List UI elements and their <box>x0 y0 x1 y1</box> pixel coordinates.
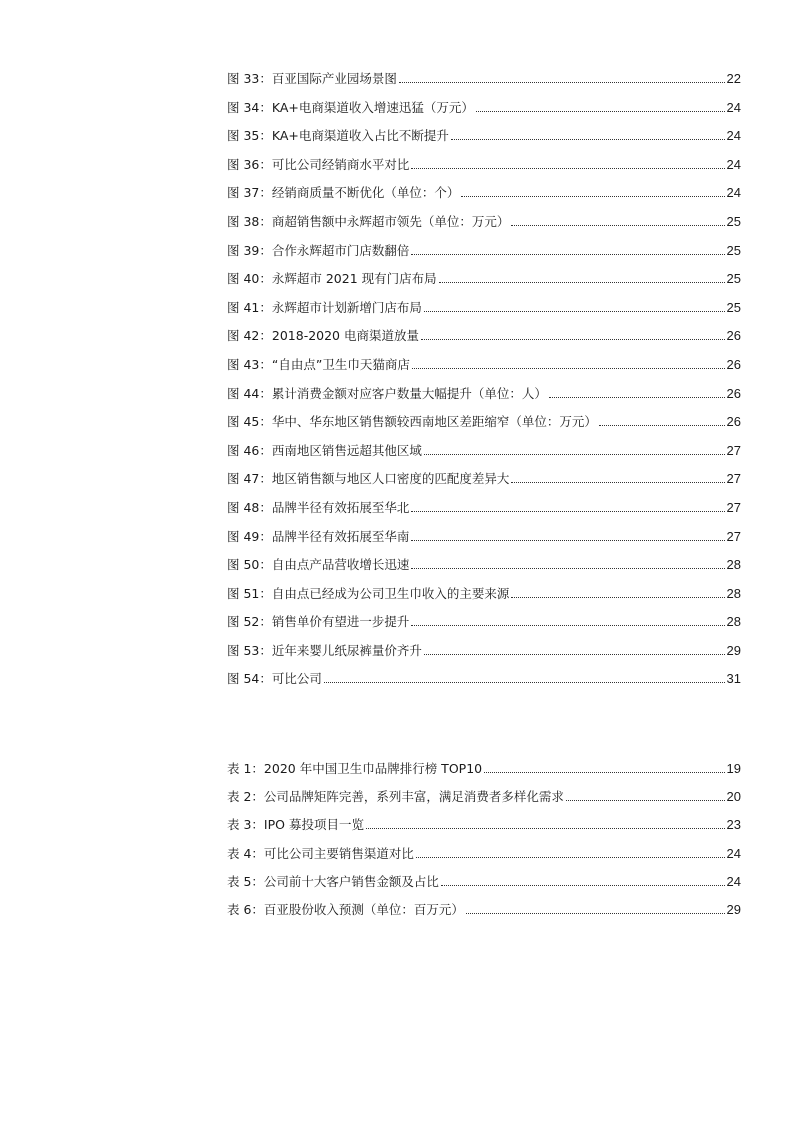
figure-entry-label: 图 43：“自由点”卫生巾天猫商店 <box>227 356 410 372</box>
dot-leader <box>511 482 724 483</box>
dot-leader <box>411 168 724 169</box>
figure-entry[interactable] <box>227 386 741 401</box>
figure-entry-page-number: 28 <box>726 585 741 601</box>
figure-entry[interactable] <box>227 271 741 286</box>
figure-entry-label: 图 34：KA+电商渠道收入增速迅猛（万元） <box>227 99 474 115</box>
dot-leader <box>599 425 725 426</box>
dot-leader <box>411 625 724 626</box>
figure-entry-label: 图 33：百亚国际产业园场景图 <box>227 71 397 86</box>
table-entry-label: 表 4：可比公司主要销售渠道对比 <box>227 845 414 861</box>
figure-entry-page-number: 27 <box>726 499 741 515</box>
figure-entry[interactable] <box>227 243 741 258</box>
figure-entry-label: 图 53：近年来婴儿纸尿裤量价齐升 <box>227 642 422 658</box>
figure-entry-page-number: 25 <box>726 271 741 287</box>
dot-leader <box>411 511 724 512</box>
figure-entry-label: 图 45：华中、华东地区销售额较西南地区差距缩窄（单位：万元） <box>227 414 597 430</box>
table-list <box>227 761 741 930</box>
dot-leader <box>411 568 724 569</box>
figure-entry-label: 图 54：可比公司 <box>227 671 322 687</box>
dot-leader <box>366 828 725 829</box>
figure-entry-page-number: 25 <box>726 242 741 258</box>
figure-entry[interactable] <box>227 157 741 172</box>
figure-entry-label: 图 39：合作永辉超市门店数翻倍 <box>227 242 410 258</box>
figure-entry-label: 图 52：销售单价有望进一步提升 <box>227 614 410 630</box>
dot-leader <box>466 913 725 914</box>
table-entry-label: 表 1：2020 年中国卫生巾品牌排行榜 TOP10 <box>227 761 483 776</box>
dot-leader <box>411 540 724 541</box>
figure-entry[interactable] <box>227 185 741 200</box>
dot-leader <box>566 800 725 801</box>
figure-entry-page-number: 28 <box>726 557 741 573</box>
dot-leader <box>439 282 725 283</box>
dot-leader <box>484 772 724 773</box>
figure-entry[interactable] <box>227 100 741 115</box>
figure-entry[interactable] <box>227 586 741 601</box>
figure-entry-page-number: 22 <box>726 71 741 86</box>
dot-leader <box>324 682 725 683</box>
figure-entry-page-number: 28 <box>726 614 741 630</box>
dot-leader <box>451 139 725 140</box>
table-entry-label: 表 3：IPO 募投项目一览 <box>227 817 364 833</box>
figure-entry-label: 图 46：西南地区销售远超其他区域 <box>227 442 422 458</box>
table-entry-label: 表 6：百亚股份收入预测（单位：百万元） <box>227 901 464 917</box>
dot-leader <box>421 339 725 340</box>
figure-entry[interactable] <box>227 300 741 315</box>
figure-entry[interactable] <box>227 529 741 544</box>
figure-entry-page-number: 27 <box>726 471 741 487</box>
dot-leader <box>412 368 725 369</box>
table-entry-page-number: 24 <box>726 873 741 889</box>
figure-entry-label: 图 48：品牌半径有效拓展至华北 <box>227 499 410 515</box>
table-entry-page-number: 23 <box>726 817 741 833</box>
dot-leader <box>511 225 724 226</box>
figure-entry[interactable] <box>227 357 741 372</box>
figure-entry[interactable] <box>227 214 741 229</box>
figure-entry-label: 图 35：KA+电商渠道收入占比不断提升 <box>227 128 449 144</box>
dot-leader <box>411 254 724 255</box>
figure-entry[interactable] <box>227 71 741 86</box>
figure-entry[interactable] <box>227 328 741 343</box>
dot-leader <box>549 397 725 398</box>
figure-entry-label: 图 41：永辉超市计划新增门店布局 <box>227 299 422 315</box>
figure-entry-page-number: 26 <box>726 356 741 372</box>
figure-entry[interactable] <box>227 414 741 429</box>
table-entry-page-number: 29 <box>726 901 741 917</box>
figure-entry[interactable] <box>227 643 741 658</box>
figure-entry[interactable] <box>227 443 741 458</box>
table-entry[interactable] <box>227 846 741 861</box>
figure-entry-label: 图 37：经销商质量不断优化（单位：个） <box>227 185 460 201</box>
table-entry-page-number: 20 <box>726 789 741 805</box>
figure-entry[interactable] <box>227 128 741 143</box>
figure-entry-page-number: 24 <box>726 128 741 144</box>
figure-entry-label: 图 44：累计消费金额对应客户数量大幅提升（单位：人） <box>227 385 547 401</box>
figure-entry-label: 图 47：地区销售额与地区人口密度的匹配度差异大 <box>227 471 510 487</box>
table-entry-page-number: 19 <box>726 761 741 776</box>
dot-leader <box>476 111 725 112</box>
dot-leader <box>424 311 725 312</box>
figure-list <box>227 71 741 700</box>
figure-entry-page-number: 27 <box>726 528 741 544</box>
figure-entry-page-number: 24 <box>726 156 741 172</box>
figure-entry-page-number: 27 <box>726 442 741 458</box>
figure-entry-label: 图 49：品牌半径有效拓展至华南 <box>227 528 410 544</box>
figure-entry[interactable] <box>227 614 741 629</box>
table-entry[interactable] <box>227 902 741 917</box>
figure-entry-label: 图 38：商超销售额中永辉超市领先（单位：万元） <box>227 213 510 229</box>
figure-entry[interactable] <box>227 471 741 486</box>
figure-entry[interactable] <box>227 671 741 686</box>
figure-entry-page-number: 25 <box>726 299 741 315</box>
figure-entry-page-number: 24 <box>726 185 741 201</box>
table-entry-label: 表 5：公司前十大客户销售金额及占比 <box>227 873 439 889</box>
table-entry[interactable] <box>227 874 741 889</box>
table-entry[interactable] <box>227 789 741 804</box>
dot-leader <box>416 857 725 858</box>
figure-entry-page-number: 29 <box>726 642 741 658</box>
table-entry-page-number: 24 <box>726 845 741 861</box>
dot-leader <box>441 885 725 886</box>
dot-leader <box>424 654 725 655</box>
figure-entry-label: 图 50：自由点产品营收增长迅速 <box>227 557 410 573</box>
table-entry[interactable] <box>227 817 741 832</box>
figure-entry-page-number: 26 <box>726 328 741 344</box>
dot-leader <box>424 454 725 455</box>
figure-entry-label: 图 36：可比公司经销商水平对比 <box>227 156 410 172</box>
table-entry-label: 表 2：公司品牌矩阵完善，系列丰富，满足消费者多样化需求 <box>227 789 564 805</box>
figure-entry-label: 图 40：永辉超市 2021 现有门店布局 <box>227 271 437 287</box>
figure-entry[interactable] <box>227 557 741 572</box>
figure-entry-page-number: 24 <box>726 99 741 115</box>
figure-entry-label: 图 42：2018-2020 电商渠道放量 <box>227 328 419 344</box>
table-entry[interactable] <box>227 761 741 776</box>
figure-entry-page-number: 26 <box>726 414 741 430</box>
dot-leader <box>511 597 724 598</box>
figure-entry-page-number: 31 <box>726 671 741 687</box>
dot-leader <box>461 196 724 197</box>
figure-entry[interactable] <box>227 500 741 515</box>
figure-entry-page-number: 26 <box>726 385 741 401</box>
figure-entry-page-number: 25 <box>726 213 741 229</box>
figure-entry-label: 图 51：自由点已经成为公司卫生巾收入的主要来源 <box>227 585 510 601</box>
dot-leader <box>399 82 725 83</box>
